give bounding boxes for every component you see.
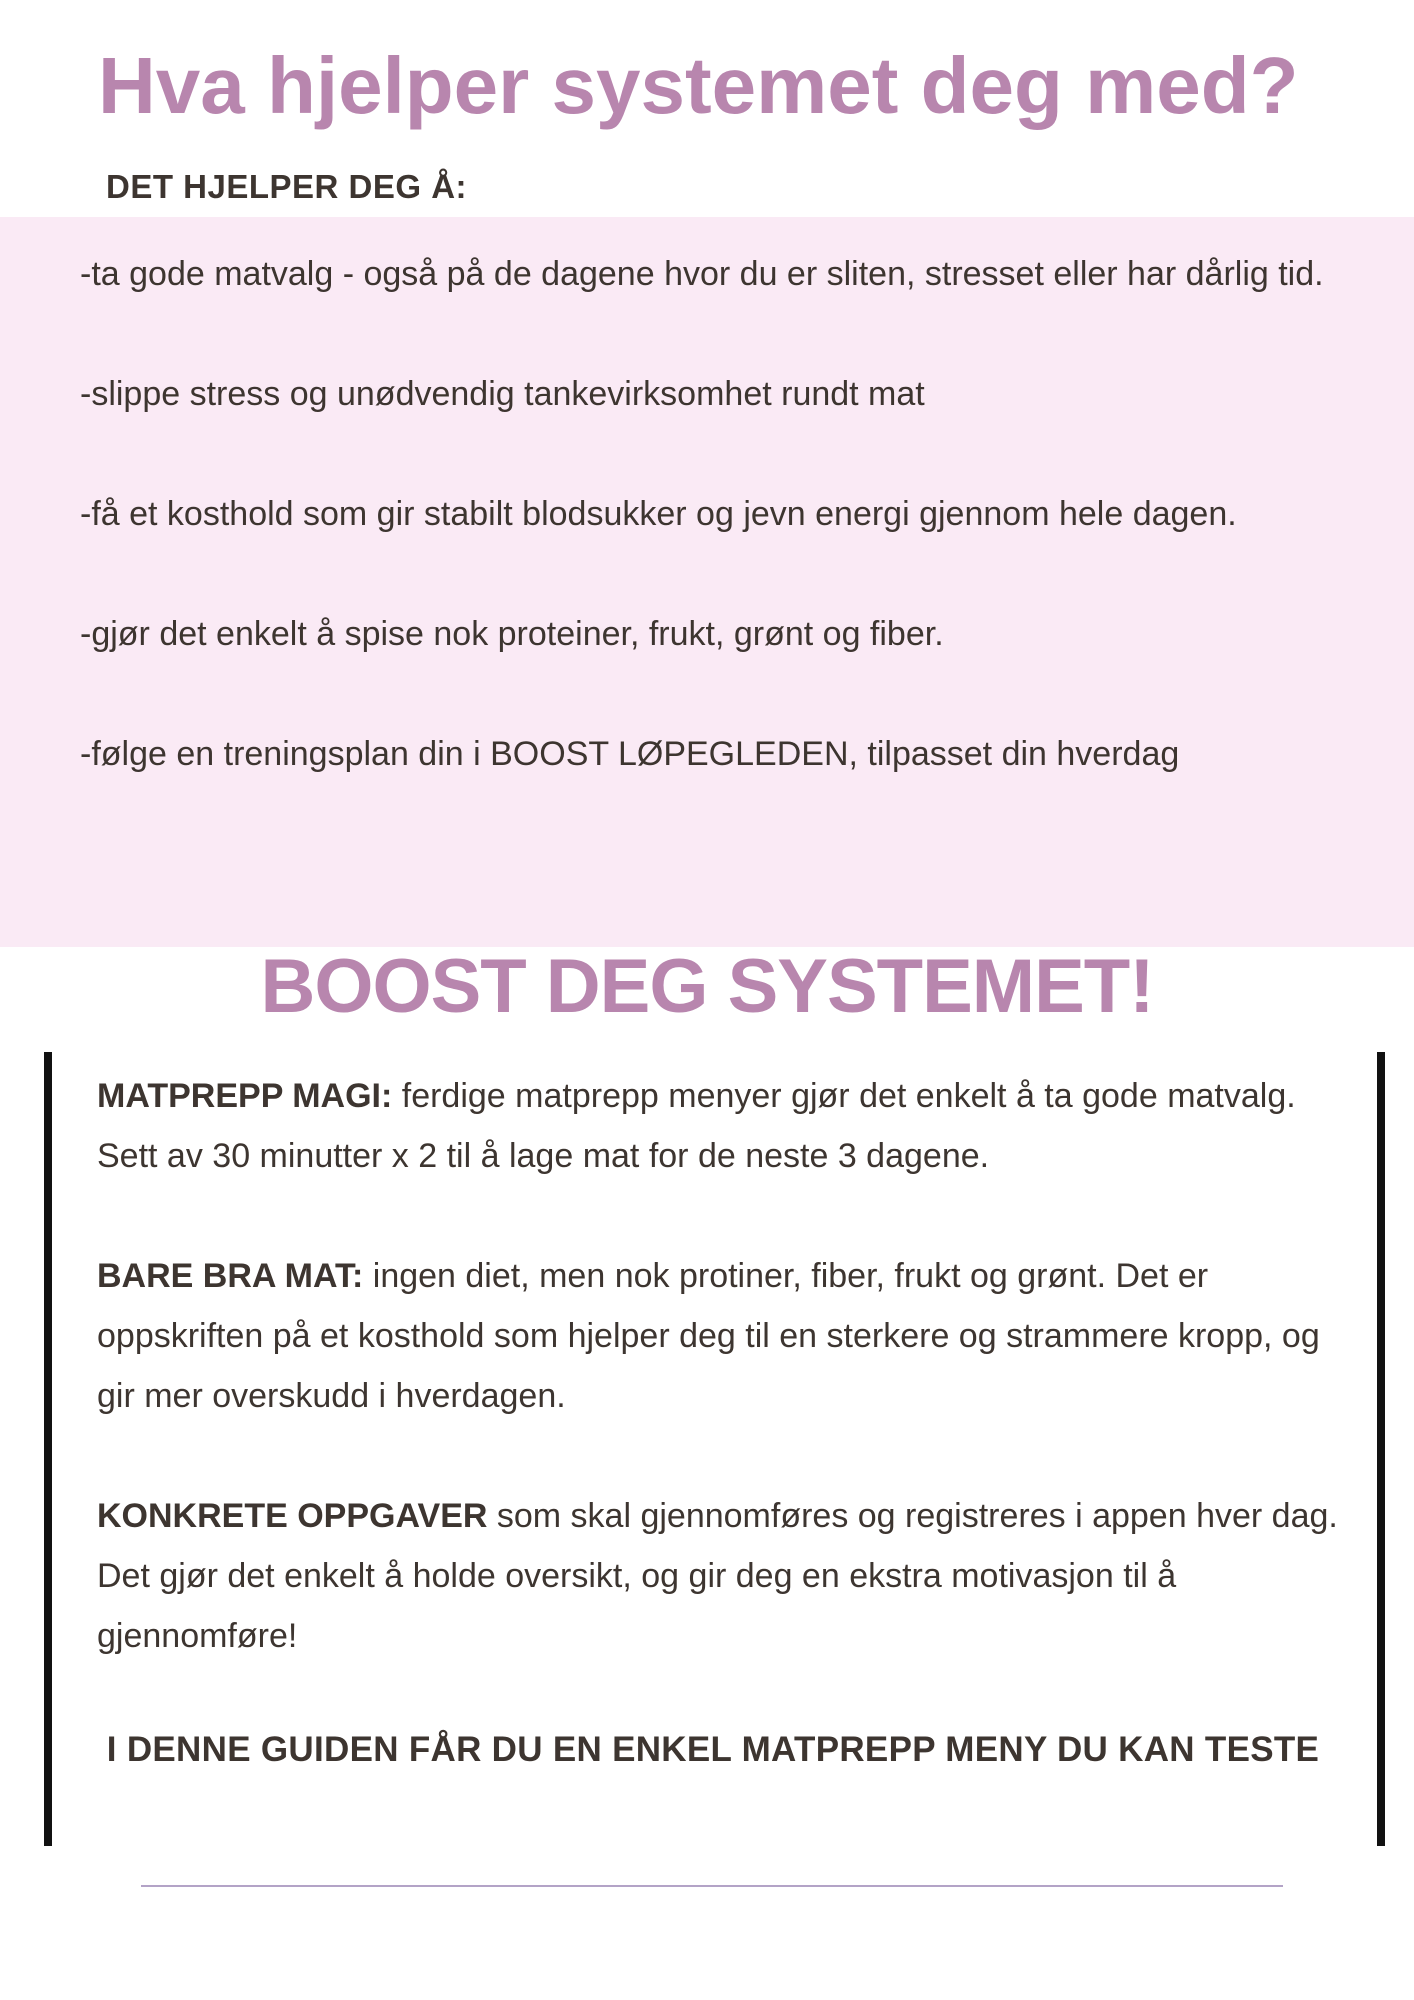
benefit-item: -få et kosthold som gir stabilt blodsukker og jevn energi gjennom hele dagen. xyxy=(80,495,1237,533)
feature-lead: MATPREPP MAGI: xyxy=(97,1077,393,1115)
left-border-bar xyxy=(44,1052,52,1846)
feature-paragraph xyxy=(97,1066,1342,1186)
feature-paragraph xyxy=(97,1486,1342,1666)
benefit-item: -gjør det enkelt å spise nok proteiner, frukt, grønt og fiber. xyxy=(80,615,944,653)
feature-text: som skal gjennomføres og registreres i appen hver dag. Det gjør det enkelt å holde oversikt, og gir deg en ekstra motivasjon til å gjennomføre! xyxy=(97,1497,1338,1655)
guide-callout: I DENNE GUIDEN FÅR DU EN ENKEL MATPREPP MENY DU KAN TESTE xyxy=(106,1730,1320,1769)
benefit-item: -slippe stress og unødvendig tankevirksomhet rundt mat xyxy=(80,375,925,413)
feature-lead: KONKRETE OPPGAVER xyxy=(97,1497,488,1535)
feature-paragraph xyxy=(97,1246,1342,1426)
system-features xyxy=(97,1066,1342,1726)
section-subheading: DET HJELPER DEG Å: xyxy=(106,168,468,205)
benefits-list xyxy=(0,217,1414,784)
page-title: Hva hjelper systemet deg med? xyxy=(98,41,1299,130)
bottom-divider xyxy=(141,1885,1283,1887)
right-border-bar xyxy=(1377,1052,1385,1846)
benefits-panel xyxy=(0,217,1414,947)
benefit-item: -følge en treningsplan din i BOOST LØPEGLEDEN, tilpasset din hverdag xyxy=(80,735,1180,773)
feature-lead: BARE BRA MAT: xyxy=(97,1257,364,1295)
feature-text: ferdige matprepp menyer gjør det enkelt å ta gode matvalg. Sett av 30 minutter x 2 til å lage mat for de neste 3 dagene. xyxy=(97,1077,1296,1175)
benefit-item: -ta gode matvalg - også på de dagene hvor du er sliten, stresset eller har dårlig tid. xyxy=(80,255,1324,293)
feature-text: ingen diet, men nok protiner, fiber, frukt og grønt. Det er oppskriften på et kosthold som hjelper deg til en sterkere og strammere kropp, og gir mer overskudd i hverdagen. xyxy=(97,1257,1320,1415)
system-title: BOOST DEG SYSTEMET! xyxy=(260,944,1154,1029)
